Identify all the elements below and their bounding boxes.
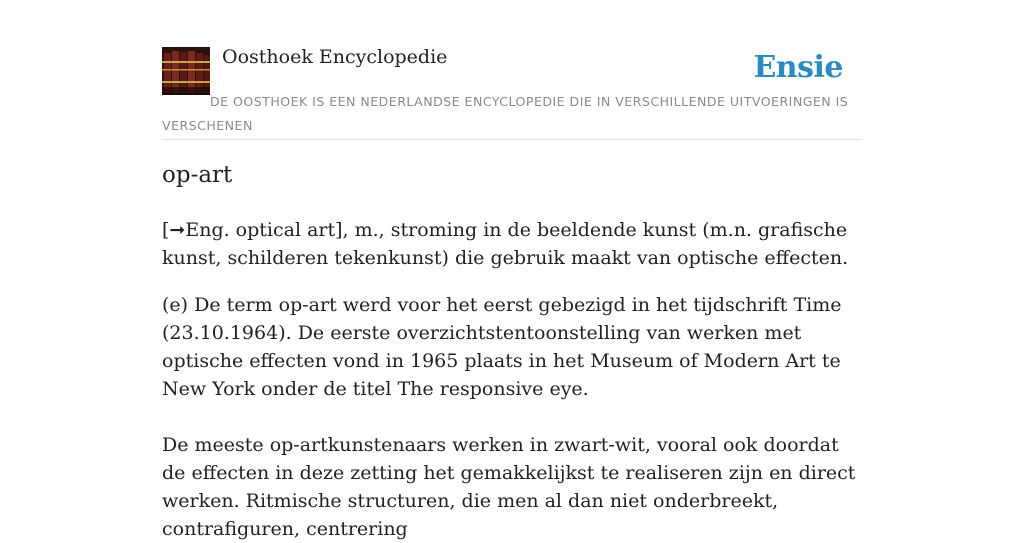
page-container: [162, 0, 862, 540]
publication-header: [162, 0, 862, 140]
publication-avatar[interactable]: [162, 47, 210, 95]
encyclopedia-books-icon: [162, 47, 210, 95]
publication-tagline: DE OOSTHOEK IS EEN NEDERLANDSE ENCYCLOPEDIE DIE IN VERSCHILLENDE UITVOERINGEN IS VERSCHENEN: [162, 94, 849, 133]
publication-name[interactable]: Oosthoek Encyclopedie: [222, 46, 448, 68]
article-paragraph: De meeste op-artkunstenaars werken in zwart-wit, vooral ook doordat de effecten in deze zetting het gemakkelijkst te realiseren zijn en direct werken. Ritmische structuren, die men al dan niet onderbreekt, contrafiguren, centrering: [162, 434, 856, 540]
article-paragraph: (e) De term op-art werd voor het eerst gebezigd in het tijdschrift Time (23.10.1964). De eerste overzichtstentoonstelling van werken met optische effecten vond in 1965 plaats in het Museum of Modern Art te New York onder de titel The responsive eye.: [162, 294, 842, 400]
article-paragraph: [➞Eng. optical art], m., stroming in de beeldende kunst (m.n. grafische kunst, schilderen tekenkunst) die gebruik maakt van optische effecten.: [162, 219, 849, 269]
ensie-logo[interactable]: Ensie: [753, 50, 843, 85]
article-title: op-art: [162, 162, 233, 188]
